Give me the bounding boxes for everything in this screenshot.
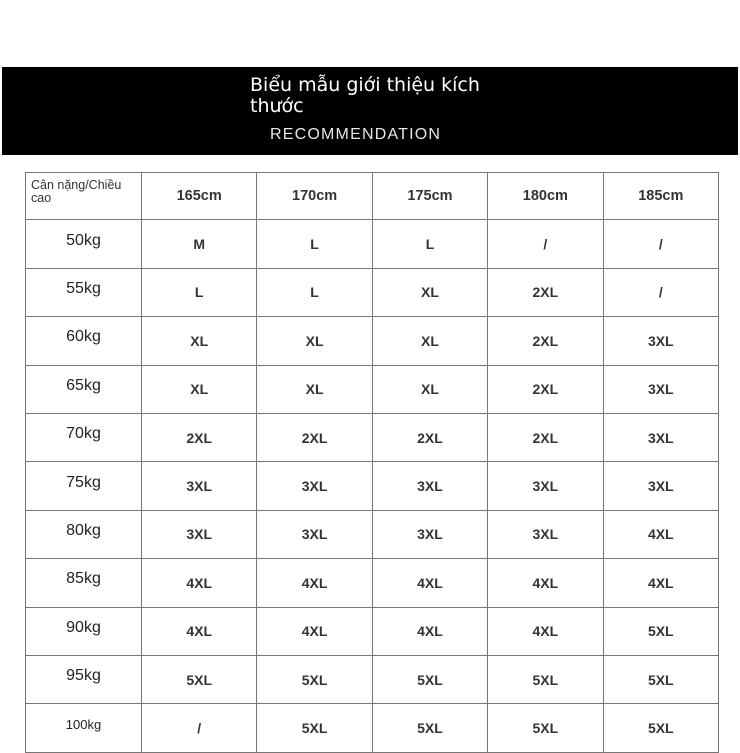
size-cell: /	[142, 704, 257, 752]
row-header-weight: 65kg	[26, 365, 142, 413]
row-header-weight: 60kg	[26, 317, 142, 365]
column-header-height: 180cm	[488, 173, 603, 220]
size-cell: 5XL	[372, 704, 487, 752]
row-header-weight: 85kg	[26, 559, 142, 607]
row-header-weight: 55kg	[26, 268, 142, 316]
corner-label: Cân nặng/Chiều cao	[26, 173, 142, 220]
size-cell: 4XL	[488, 607, 603, 655]
header-banner	[2, 67, 738, 155]
size-cell: 2XL	[488, 317, 603, 365]
size-cell: L	[257, 220, 372, 268]
size-cell: 5XL	[603, 607, 718, 655]
size-cell: L	[142, 268, 257, 316]
size-cell: XL	[257, 365, 372, 413]
size-cell: XL	[372, 268, 487, 316]
size-cell: 2XL	[257, 413, 372, 461]
size-cell: XL	[257, 317, 372, 365]
size-cell: 2XL	[372, 413, 487, 461]
size-cell: 3XL	[372, 462, 487, 510]
size-cell: 5XL	[257, 704, 372, 752]
size-cell: 4XL	[372, 559, 487, 607]
size-cell: 4XL	[372, 607, 487, 655]
row-header-weight: 100kg	[26, 704, 142, 752]
size-cell: 5XL	[603, 655, 718, 703]
size-cell: 3XL	[603, 365, 718, 413]
table-header-row	[26, 173, 719, 220]
table-row	[26, 365, 719, 413]
size-cell: 3XL	[603, 317, 718, 365]
table-row	[26, 220, 719, 268]
size-cell: 4XL	[142, 607, 257, 655]
size-cell: XL	[142, 365, 257, 413]
row-header-weight: 75kg	[26, 462, 142, 510]
table-row	[26, 559, 719, 607]
size-cell: 4XL	[488, 559, 603, 607]
size-cell: /	[603, 220, 718, 268]
row-header-weight: 80kg	[26, 510, 142, 558]
size-cell: 2XL	[488, 413, 603, 461]
size-cell: 4XL	[257, 607, 372, 655]
size-cell: 5XL	[257, 655, 372, 703]
table-row	[26, 268, 719, 316]
page-subtitle: RECOMMENDATION	[270, 126, 442, 143]
size-cell: /	[488, 220, 603, 268]
size-cell: 5XL	[488, 704, 603, 752]
size-cell: 3XL	[142, 510, 257, 558]
size-cell: L	[257, 268, 372, 316]
size-cell: 4XL	[603, 510, 718, 558]
size-cell: 3XL	[488, 510, 603, 558]
size-cell: 2XL	[488, 268, 603, 316]
size-cell: 3XL	[257, 510, 372, 558]
column-header-height: 175cm	[372, 173, 487, 220]
row-header-weight: 90kg	[26, 607, 142, 655]
size-cell: 5XL	[372, 655, 487, 703]
size-cell: 5XL	[488, 655, 603, 703]
table-row	[26, 607, 719, 655]
size-cell: 5XL	[603, 704, 718, 752]
size-cell: 2XL	[488, 365, 603, 413]
size-cell: XL	[372, 365, 487, 413]
row-header-weight: 70kg	[26, 413, 142, 461]
column-header-height: 170cm	[257, 173, 372, 220]
page-title: Biểu mẫu giới thiệu kích thước	[250, 74, 480, 117]
column-header-height: 185cm	[603, 173, 718, 220]
table-row	[26, 510, 719, 558]
size-cell: 3XL	[603, 462, 718, 510]
size-cell: 2XL	[142, 413, 257, 461]
size-cell: /	[603, 268, 718, 316]
size-cell: 3XL	[142, 462, 257, 510]
size-cell: 4XL	[603, 559, 718, 607]
size-cell: 3XL	[488, 462, 603, 510]
size-cell: M	[142, 220, 257, 268]
table-row	[26, 317, 719, 365]
size-cell: 4XL	[257, 559, 372, 607]
size-cell: 4XL	[142, 559, 257, 607]
row-header-weight: 95kg	[26, 655, 142, 703]
table-row	[26, 655, 719, 703]
table-row	[26, 704, 719, 752]
table-row	[26, 462, 719, 510]
table-row	[26, 413, 719, 461]
size-cell: 3XL	[372, 510, 487, 558]
row-header-weight: 50kg	[26, 220, 142, 268]
size-cell: 3XL	[257, 462, 372, 510]
size-cell: L	[372, 220, 487, 268]
size-cell: 3XL	[603, 413, 718, 461]
column-header-height: 165cm	[142, 173, 257, 220]
size-cell: 5XL	[142, 655, 257, 703]
size-cell: XL	[142, 317, 257, 365]
size-cell: XL	[372, 317, 487, 365]
size-chart-table	[25, 172, 719, 753]
